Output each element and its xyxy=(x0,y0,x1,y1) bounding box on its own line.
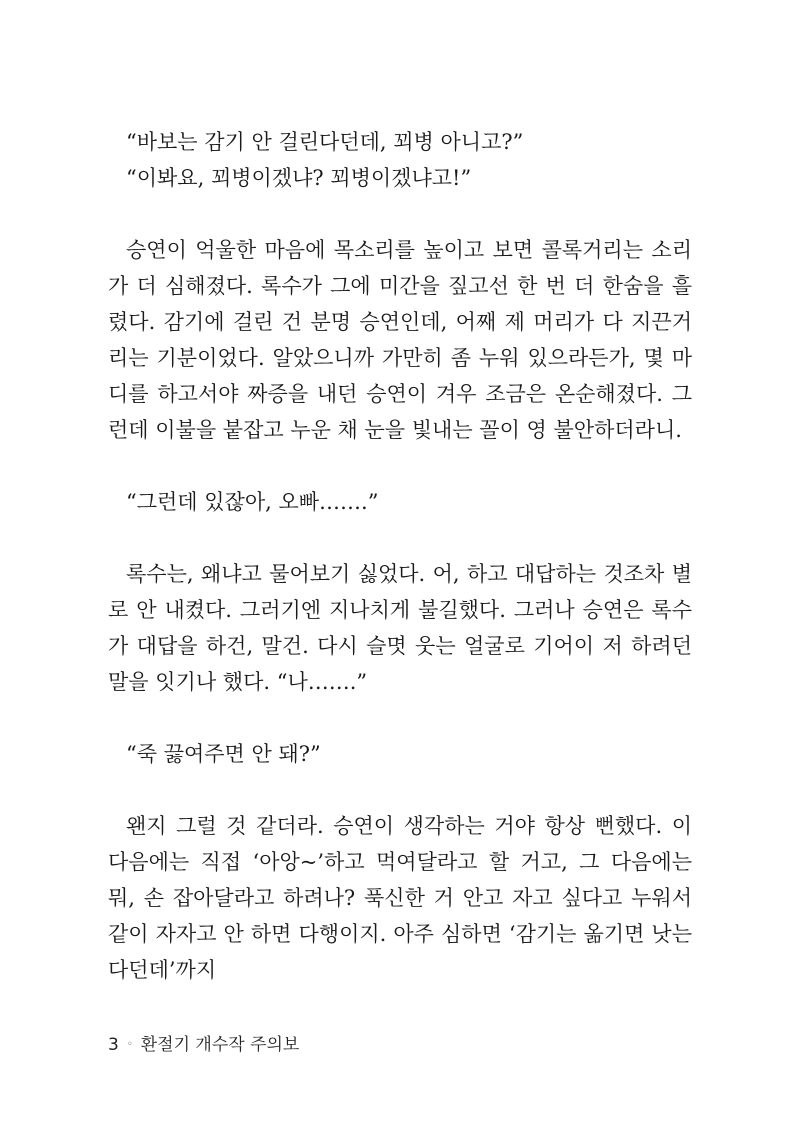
paragraph-gap xyxy=(108,772,692,808)
dialogue-line: “바보는 감기 안 걸린다던데, 꾀병 아니고?” xyxy=(126,130,524,154)
paragraph-gap xyxy=(108,196,692,232)
page-number: 3 xyxy=(108,1035,119,1055)
book-title: 환절기 개수작 주의보 xyxy=(140,1035,300,1055)
narration-paragraph: 록수는, 왜냐고 물어보기 싫었다. 어, 하고 대답하는 것조차 별로 안 내켰다. 그러기엔 지나치게 불길했다. 그러나 승연은 록수가 대답을 하건, 말건. 다시 슬몃 웃는 얼굴로 기어이 저 하려던 말을 잇기나 했다. “나…….” xyxy=(108,562,692,694)
dialogue-line: “죽 끓여주면 안 돼?” xyxy=(126,742,321,766)
narration-paragraph: 왠지 그럴 것 같더라. 승연이 생각하는 거야 항상 뻔했다. 이 다음에는 직접 ‘아앙~’하고 먹여달라고 할 거고, 그 다음에는 뭐, 손 잡아달라고 하려나? 푹신한 거 안고 자고 싶다고 누워서 같이 자자고 안 하면 다행이지. 아주 심하면 ‘감기는 옮기면 낫는다던데’까지 xyxy=(108,814,692,982)
footer-separator: ◦ xyxy=(126,1039,133,1050)
narration-paragraph: 승연이 억울한 마음에 목소리를 높이고 보면 콜록거리는 소리가 더 심해졌다. 록수가 그에 미간을 짚고선 한 번 더 한숨을 흘렸다. 감기에 걸린 건 분명 승연인데, 어째 제 머리가 다 지끈거리는 기분이었다. 알았으니까 가만히 좀 누워 있으라든가, 몇 마디를 하고서야 짜증을 내던 승연이 겨우 조금은 온순해졌다. 그런데 이불을 붙잡고 누운 채 눈을 빛내는 꼴이 영 불안하더라니. xyxy=(108,238,692,442)
dialogue-line: “이봐요, 꾀병이겠냐? 꾀병이겠냐고!” xyxy=(126,166,472,190)
body-text xyxy=(108,124,692,988)
paragraph-gap xyxy=(108,700,692,736)
dialogue-line: “그런데 있잖아, 오빠…….” xyxy=(126,490,379,514)
page-footer xyxy=(108,1034,299,1056)
paragraph-gap xyxy=(108,520,692,556)
paragraph-gap xyxy=(108,448,692,484)
